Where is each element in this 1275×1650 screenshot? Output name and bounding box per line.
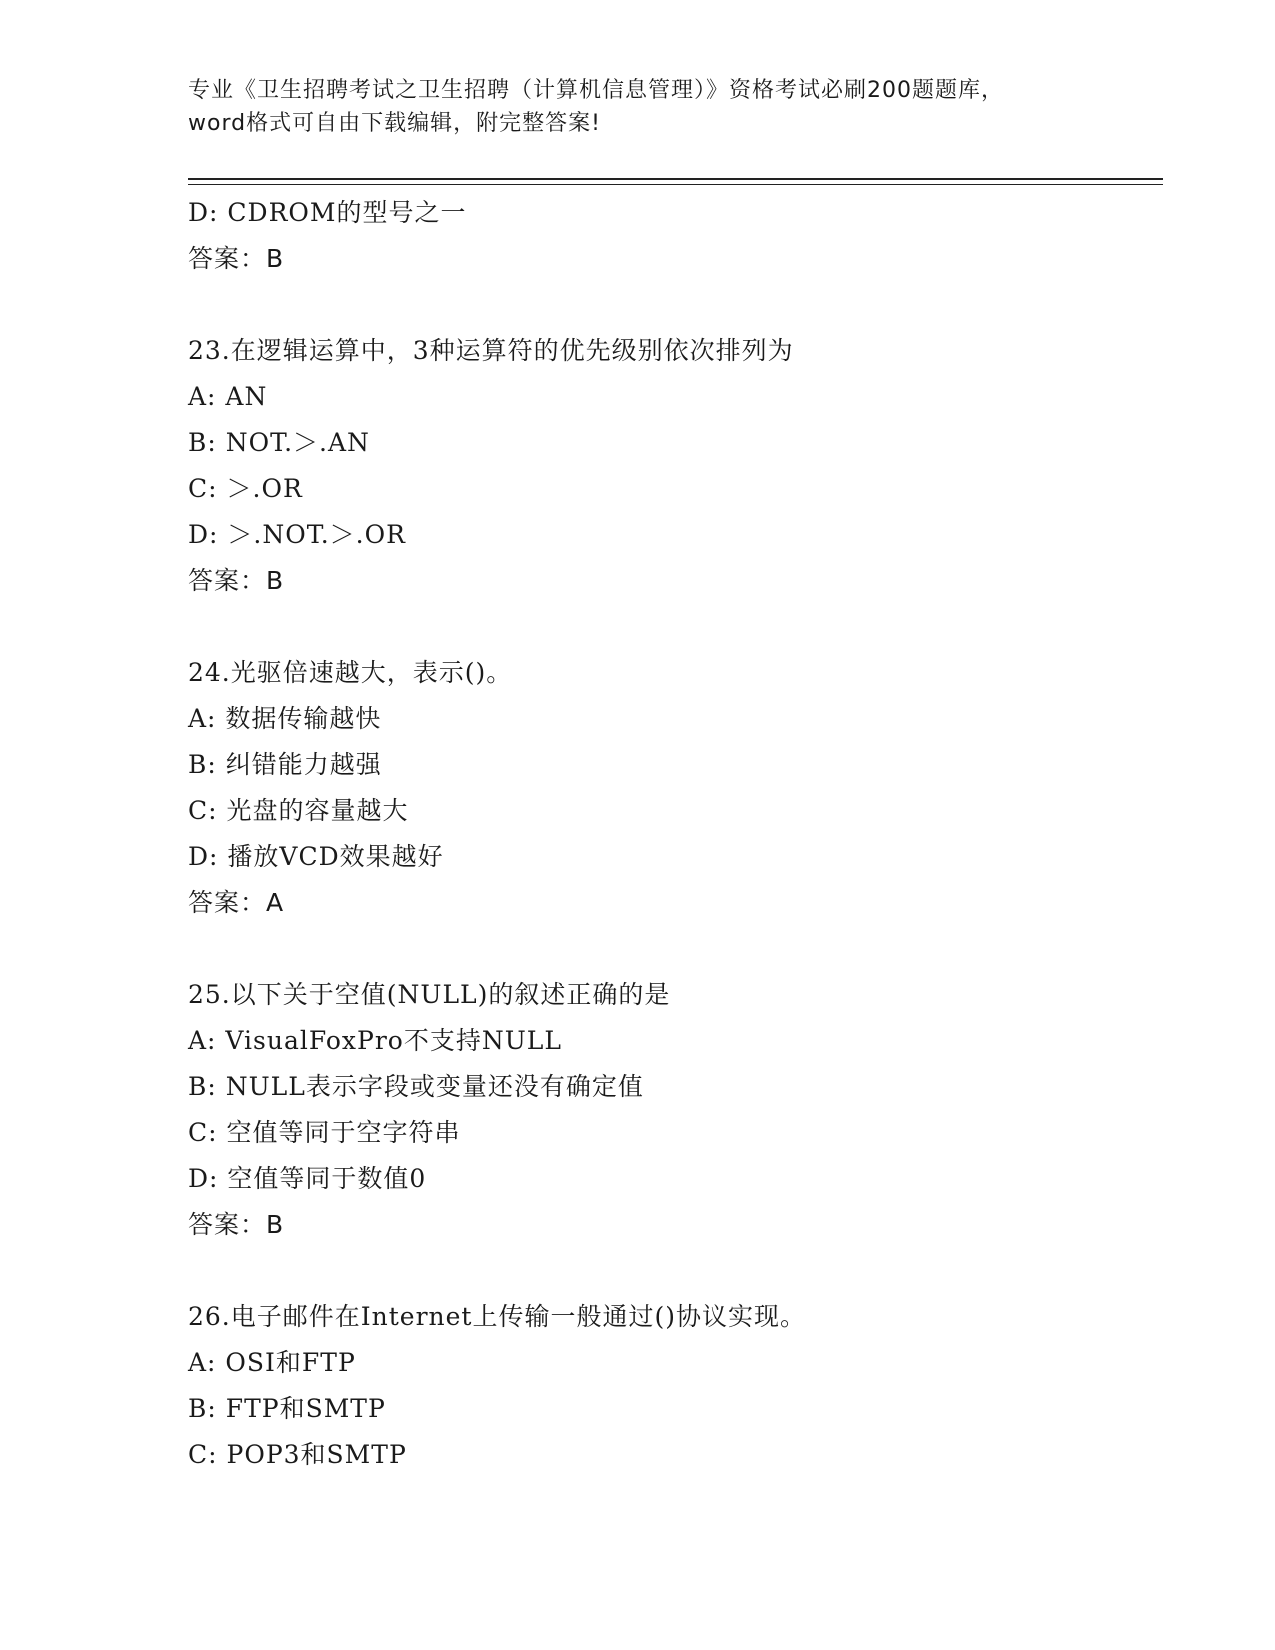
header-divider-thin — [188, 184, 1163, 185]
question-stem: 26.电子邮件在Internet上传输一般通过()协议实现。 — [188, 1302, 806, 1331]
option-d: D: 空值等同于数值0 — [188, 1164, 427, 1193]
option-b: B: NOT.＞.AN — [188, 428, 370, 457]
header-divider-thick — [188, 178, 1163, 180]
question-26 — [188, 1294, 1163, 1478]
question-22-continued — [188, 190, 1163, 282]
option-a: A: AN — [188, 382, 268, 411]
option-a: A: 数据传输越快 — [188, 704, 382, 733]
header-title-line-1: 专业《卫生招聘考试之卫生招聘（计算机信息管理）》资格考试必刷200题题库， — [188, 78, 1004, 103]
answer: 答案：B — [188, 1210, 285, 1239]
option-a: A: VisualFoxPro不支持NULL — [188, 1026, 562, 1055]
header-title-line-2: word格式可自由下载编辑，附完整答案! — [188, 111, 601, 136]
answer: 答案：B — [188, 244, 285, 273]
question-24 — [188, 650, 1163, 926]
option-d: D: 播放VCD效果越好 — [188, 842, 444, 871]
question-stem: 25.以下关于空值(NULL)的叙述正确的是 — [188, 980, 671, 1009]
option-b: B: 纠错能力越强 — [188, 750, 382, 779]
answer: 答案：A — [188, 888, 285, 917]
spacer — [188, 1248, 1163, 1294]
answer: 答案：B — [188, 566, 285, 595]
spacer — [188, 926, 1163, 972]
spacer — [188, 282, 1163, 328]
option-d: D: ＞.NOT.＞.OR — [188, 520, 406, 549]
option-c: C: POP3和SMTP — [188, 1440, 407, 1469]
option-b: B: NULL表示字段或变量还没有确定值 — [188, 1072, 644, 1101]
question-stem: 23.在逻辑运算中，3种运算符的优先级别依次排列为 — [188, 336, 794, 365]
question-23 — [188, 328, 1163, 604]
option-d: D: CDROM的型号之一 — [188, 198, 467, 227]
document-header — [188, 74, 1088, 140]
option-c: C: 空值等同于空字符串 — [188, 1118, 461, 1147]
option-a: A: OSI和FTP — [188, 1348, 356, 1377]
option-b: B: FTP和SMTP — [188, 1394, 386, 1423]
question-list — [188, 190, 1163, 1478]
spacer — [188, 604, 1163, 650]
question-stem: 24.光驱倍速越大，表示()。 — [188, 658, 513, 687]
option-c: C: ＞.OR — [188, 474, 303, 503]
question-25 — [188, 972, 1163, 1248]
option-c: C: 光盘的容量越大 — [188, 796, 409, 825]
